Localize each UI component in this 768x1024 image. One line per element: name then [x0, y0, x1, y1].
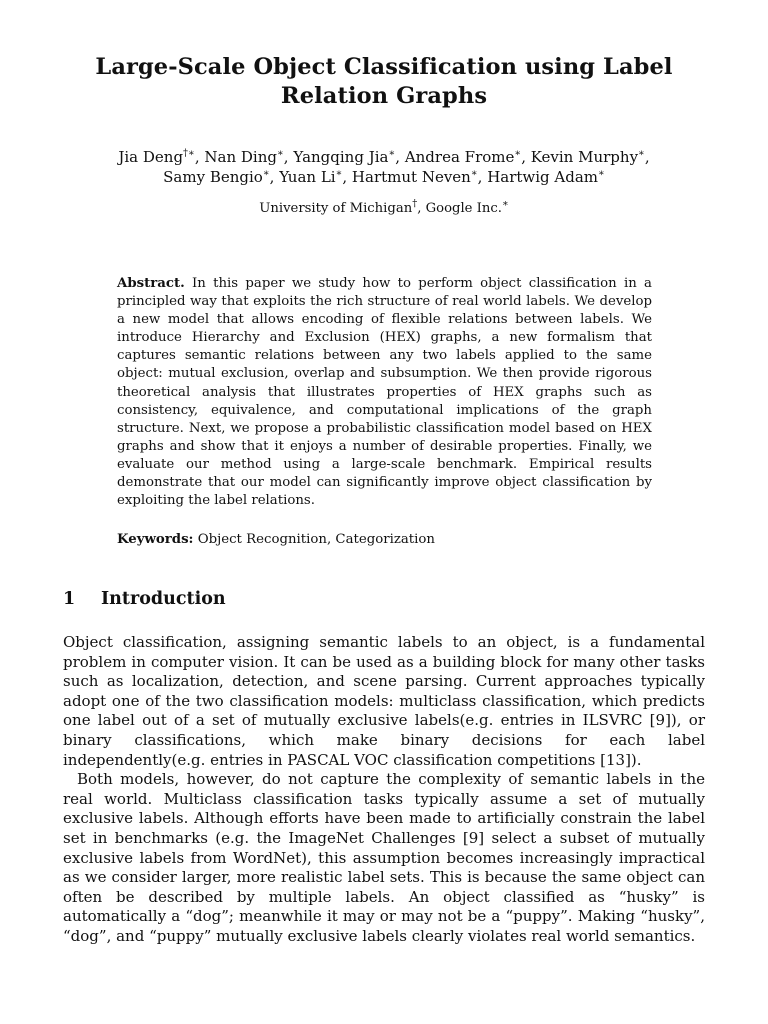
paper-title [70, 53, 698, 111]
affiliation-separator: , [417, 201, 426, 216]
author-name: Hartwig Adam [487, 168, 599, 186]
author-separator: , [342, 168, 352, 186]
author-line-1 [70, 147, 698, 167]
author-affiliation-mark: ∗ [388, 148, 396, 159]
title-line-2: Relation Graphs [280, 83, 488, 109]
affiliation-mark: † [412, 198, 418, 210]
author-affiliation-mark: ∗ [514, 148, 522, 159]
author-name: Yuan Li [279, 168, 336, 186]
author-name: Hartmut Neven [351, 168, 471, 186]
introduction-body [63, 633, 705, 947]
author-affiliation-mark: ∗ [276, 148, 284, 159]
author-separator: , [644, 148, 650, 166]
author-separator: , [477, 168, 488, 186]
affiliation-institution: University of Michigan [259, 201, 413, 216]
abstract-text: In this paper we study how to perform object classification in a principled way that exploits the rich structure of real world labels. We develop a new model that allows encoding of flexible relations between labels. We introduce Hierarchy and Exclusion (HEX) graphs, a new formalism that captures semantic relations between any two labels applied to the same object: mutual exclusion, overlap and subsumption. We then provide rigorous theoretical analysis that illustrates properties of HEX graphs such as consistency, equivalence, and computational implications of the graph structure. Next, we propose a probabilistic classification model based on HEX graphs and show that it enjoys a number of desirable properties. Finally, we evaluate our method using a large-scale benchmark. Empirical results demonstrate that our model can significantly improve object classification by exploiting the label relations. [117, 276, 652, 509]
keywords-text: Object Recognition, Categorization [197, 532, 435, 547]
author-affiliation-mark: †∗ [183, 148, 195, 159]
section-heading [63, 587, 703, 611]
author-name: Kevin Murphy [530, 148, 639, 166]
author-name: Nan Ding [204, 148, 277, 166]
author-separator: , [269, 168, 280, 186]
author-separator: , [283, 148, 294, 166]
author-separator: , [194, 148, 205, 166]
section-title: Introduction [101, 589, 226, 609]
author-name: Jia Deng [118, 148, 184, 166]
author-affiliation-mark: ∗ [598, 168, 605, 179]
author-affiliation-mark: ∗ [638, 148, 645, 159]
author-affiliation-mark: ∗ [470, 168, 478, 179]
keywords-label: Keywords: [117, 532, 194, 547]
author-name: Samy Bengio [163, 168, 263, 186]
author-line-2 [70, 167, 698, 187]
affiliation-mark: ∗ [501, 198, 509, 210]
body-paragraph: Object classification, assigning semantic labels to an object, is a fundamental problem in computer vision. It can be used as a building block for many other tasks such as localization, detection, and scene parsing. Current approaches typically adopt one of the two classification models: multiclass classification, which predicts one label out of a set of mutually exclusive labels(e.g. entries in ILSVRC [9]), or binary classifications, which make binary decisions for each label independently(e.g. entries in PASCAL VOC classification competitions [13]). [63, 633, 705, 769]
title-line-1: Large-Scale Object Classification using Label [95, 54, 673, 80]
author-list [70, 147, 698, 187]
author-affiliation-mark: ∗ [335, 168, 343, 179]
author-name: Andrea Frome [404, 148, 515, 166]
keywords [117, 531, 652, 549]
section-number: 1 [63, 589, 76, 609]
author-separator: , [395, 148, 405, 166]
affiliation-line [70, 200, 698, 218]
author-name: Yangqing Jia [293, 148, 389, 166]
affiliation-institution: Google Inc. [425, 201, 502, 216]
abstract [117, 275, 652, 510]
author-affiliation-mark: ∗ [262, 168, 270, 179]
body-paragraph: Both models, however, do not capture the complexity of semantic labels in the real world. Multiclass classification tasks typically assume a set of mutually exclusive labels. Although efforts have been made to artificially constrain the label set in benchmarks (e.g. the ImageNet Challenges [9] select a subset of mutually exclusive labels from WordNet), this assumption becomes increasingly impractical as we consider larger, more realistic label sets. This is because the same object can often be described by multiple labels. An object classified as “husky” is automatically a “dog”; meanwhile it may or may not be a “puppy”. Making “husky”, “dog”, and “puppy” mutually exclusive labels clearly violates real world semantics. [63, 770, 705, 945]
abstract-label: Abstract. [117, 276, 185, 291]
author-separator: , [521, 148, 531, 166]
